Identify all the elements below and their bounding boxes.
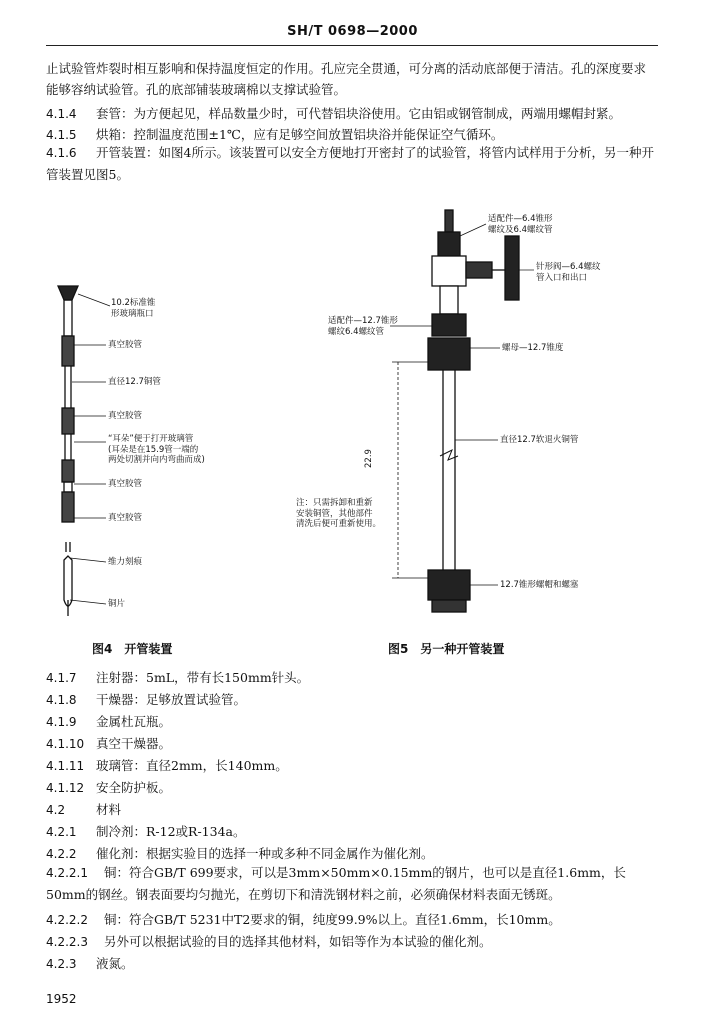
figure4-caption: 图4 开管装置 bbox=[92, 642, 173, 656]
fig5-label-note: 注：只需拆卸和重新 安装铜管，其他部件 清洗后便可重新使用。 bbox=[296, 498, 382, 529]
item-number: 4.2 bbox=[46, 803, 66, 817]
figure5-drawing bbox=[392, 210, 519, 612]
item-text: 材料 bbox=[96, 802, 122, 817]
item-number: 4.1.12 bbox=[46, 781, 85, 795]
item-number: 4.1.6 bbox=[46, 146, 77, 160]
fig4-label-cone: 10.2标准锥 形玻璃瓶口 bbox=[111, 298, 156, 319]
fig5-label-cap: 12.7锥形螺帽和螺塞 bbox=[500, 580, 579, 590]
fig5-dimension: 22.9 bbox=[364, 449, 374, 468]
fig4-label-vacuum-hose-2: 真空胶管 bbox=[108, 411, 143, 421]
item-text: 制冷剂：R-12或R-134a。 bbox=[96, 824, 246, 839]
item-4-2-3 bbox=[46, 954, 658, 972]
item-number: 4.1.10 bbox=[46, 737, 85, 751]
item-text: 液氮。 bbox=[96, 956, 134, 971]
item-text: 玻璃管：直径2mm，长140mm。 bbox=[96, 758, 288, 773]
item-4-2-2-2 bbox=[46, 910, 658, 928]
fig5-label-adapter-top: 适配件—6.4锥形 螺纹及6.4螺纹管 bbox=[488, 214, 553, 235]
fig4-label-score: 维力刻痕 bbox=[108, 557, 143, 567]
fig4-label-ears: “耳朵”便于打开玻璃管 (耳朵是在15.9管一端的 两处切割并向内弯曲而成) bbox=[108, 434, 205, 465]
item-text: 套管：为方便起见，样品数量少时，可代替铝块浴使用。它由铝或钢管制成，两端用螺帽封紧。 bbox=[96, 106, 622, 121]
item-number: 4.1.11 bbox=[46, 759, 85, 773]
item-number: 4.2.2.1 bbox=[46, 866, 88, 880]
item-number: 4.2.2.2 bbox=[46, 913, 88, 927]
item-number: 4.2.2 bbox=[46, 847, 77, 861]
item-text: 铜：符合GB/T 699要求，可以是3mm×50mm×0.15mm的钢片，也可以是直径1.6mm，长50mm的钢丝。钢表面要均匀抛光，在剪切下和清洗钢材料之前，必须确保材料表面无锈斑。 bbox=[46, 865, 626, 902]
item-text: 干燥器：足够放置试验管。 bbox=[96, 692, 247, 707]
item-number: 4.2.1 bbox=[46, 825, 77, 839]
item-text: 金属杜瓦瓶。 bbox=[96, 714, 172, 729]
item-number: 4.1.7 bbox=[46, 671, 77, 685]
item-number: 4.1.9 bbox=[46, 715, 77, 729]
item-4-2-2 bbox=[46, 844, 658, 862]
item-text: 铜：符合GB/T 5231中T2要求的铜，纯度99.9%以上。直径1.6mm，长10mm。 bbox=[104, 912, 561, 927]
item-4-1-12 bbox=[46, 778, 658, 796]
fig4-label-vacuum-hose-1: 真空胶管 bbox=[108, 340, 143, 350]
item-4-1-10 bbox=[46, 734, 658, 752]
item-4-2-2-3 bbox=[46, 932, 658, 950]
fig5-label-adapter-mid: 适配件—12.7锥形 螺纹6.4螺纹管 bbox=[328, 316, 398, 337]
section-4-2 bbox=[46, 800, 658, 818]
item-text: 开管装置：如图4所示。该装置可以安全方便地打开密封了的试验管，将管内试样用于分析，另一种开管装置见图5。 bbox=[46, 145, 654, 182]
fig5-label-nut: 螺母—12.7锥度 bbox=[502, 343, 564, 353]
item-number: 4.1.5 bbox=[46, 128, 77, 142]
item-number: 4.1.8 bbox=[46, 693, 77, 707]
fig4-label-sheet: 铜片 bbox=[108, 599, 126, 609]
item-number: 4.2.3 bbox=[46, 957, 77, 971]
item-4-2-2-1 bbox=[46, 862, 658, 905]
item-4-1-7 bbox=[46, 668, 658, 686]
fig4-label-copper-tube: 直径12.7铜管 bbox=[108, 377, 161, 387]
item-text: 安全防护板。 bbox=[96, 780, 172, 795]
fig4-label-vacuum-hose-3: 真空胶管 bbox=[108, 479, 143, 489]
figure5-caption: 图5 另一种开管装置 bbox=[388, 642, 505, 656]
item-4-1-8 bbox=[46, 690, 658, 708]
item-number: 4.2.2.3 bbox=[46, 935, 88, 949]
page-header-title: SH/T 0698—2000 bbox=[287, 24, 418, 39]
item-text: 另外可以根据试验的目的选择其他材料，如铝等作为本试验的催化剂。 bbox=[104, 934, 492, 949]
item-4-2-1 bbox=[46, 822, 658, 840]
item-text: 真空干燥器。 bbox=[96, 736, 172, 751]
item-4-1-11 bbox=[46, 756, 658, 774]
figure4-drawing bbox=[58, 286, 78, 616]
intro-paragraph: 止试验管炸裂时相互影响和保持温度恒定的作用。孔应完全贯通，可分离的活动底部便于清洁。孔的深度要求能够容纳试验管。孔的底部铺装玻璃棉以支撑试验管。 bbox=[46, 61, 647, 97]
page-number: 1952 bbox=[46, 992, 77, 1006]
item-number: 4.1.4 bbox=[46, 107, 77, 121]
item-text: 烘箱：控制温度范围±1℃，应有足够空间放置铝块浴并能保证空气循环。 bbox=[96, 127, 504, 142]
item-text: 催化剂：根据实验目的选择一种或多种不同金属作为催化剂。 bbox=[96, 846, 434, 861]
fig5-label-annealed-tube: 直径12.7软退火铜管 bbox=[500, 435, 579, 445]
item-4-1-9 bbox=[46, 712, 658, 730]
fig4-label-vacuum-hose-4: 真空胶管 bbox=[108, 513, 143, 523]
fig5-label-needle-valve: 针形阀—6.4螺纹 管入口和出口 bbox=[536, 262, 601, 283]
figure4-leaders bbox=[70, 294, 110, 604]
item-text: 注射器：5mL，带有长150mm针头。 bbox=[96, 670, 310, 685]
